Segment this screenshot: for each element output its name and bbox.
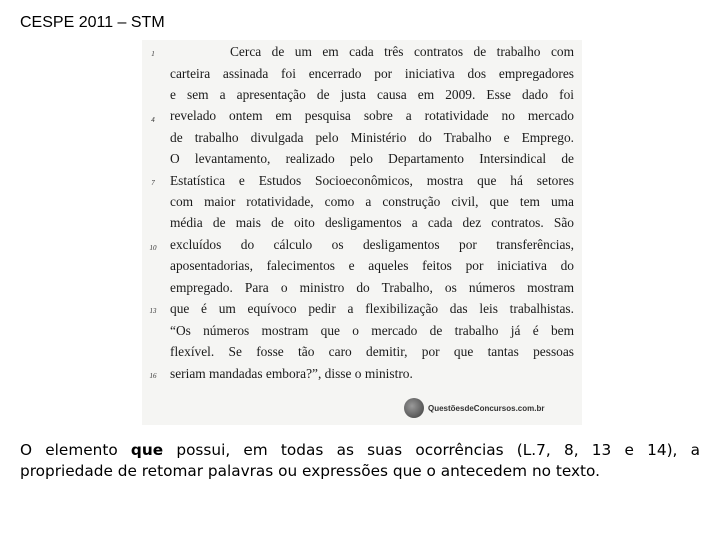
passage-line: que é um equívoco pedir a flexibilização das leis trabalhistas. <box>170 301 574 316</box>
line-number: 13 <box>149 307 157 315</box>
passage-line: excluídos do cálculo os desligamentos por transferências, <box>170 237 574 252</box>
passage-line: média de mais de oito desligamentos a cada dez contratos. São <box>170 215 574 230</box>
passage-line: empregado. Para o ministro do Trabalho, os números mostram <box>170 280 574 295</box>
passage-line: de trabalho divulgada pelo Ministério do Trabalho e Emprego. <box>170 130 574 145</box>
line-number: 4 <box>151 116 155 124</box>
question-line-1 <box>20 440 700 461</box>
passage-image <box>142 40 582 425</box>
passage-line: aposentadorias, falecimentos e aqueles feitos por iniciativa do <box>170 258 574 273</box>
passage-line: flexível. Se fosse tão caro demitir, por que tantas pessoas <box>170 344 574 359</box>
passage-line: e sem a apresentação de justa causa em 2009. Esse dado foi <box>170 87 574 102</box>
passage-line: carteira assinada foi encerrado por iniciativa dos empregadores <box>170 66 574 81</box>
passage-line: seriam mandadas embora?”, disse o ministro. <box>170 366 413 381</box>
question-highlight: que <box>130 441 164 459</box>
passage-line: com maior rotatividade, como a construção civil, que tem uma <box>170 194 574 209</box>
question-rest: possui, em todas as suas ocorrências (L.7, 8, 13 e 14), a <box>163 441 700 459</box>
passage-line: “Os números mostram que o mercado de trabalho já é bem <box>170 323 574 338</box>
passage-line: revelado ontem em pesquisa sobre a rotatividade no mercado <box>170 108 574 123</box>
line-number: 16 <box>149 372 157 380</box>
line-number: 7 <box>151 179 155 187</box>
passage-line: Cerca de um em cada três contratos de trabalho com <box>230 44 574 59</box>
question-line-2: propriedade de retomar palavras ou expressões que o antecedem no texto. <box>20 462 601 480</box>
watermark-text: QuestõesdeConcursos.com.br <box>428 403 545 413</box>
question-statement <box>20 440 700 482</box>
line-number: 1 <box>151 50 155 58</box>
line-number: 10 <box>149 244 157 252</box>
watermark <box>404 395 544 421</box>
watermark-logo-icon <box>404 398 424 418</box>
question-prefix: O elemento <box>20 441 131 459</box>
passage-line: Estatística e Estudos Socioeconômicos, mostra que há setores <box>170 173 574 188</box>
page-title: CESPE 2011 – STM <box>20 14 165 31</box>
passage-line: O levantamento, realizado pelo Departamento Intersindical de <box>170 151 574 166</box>
